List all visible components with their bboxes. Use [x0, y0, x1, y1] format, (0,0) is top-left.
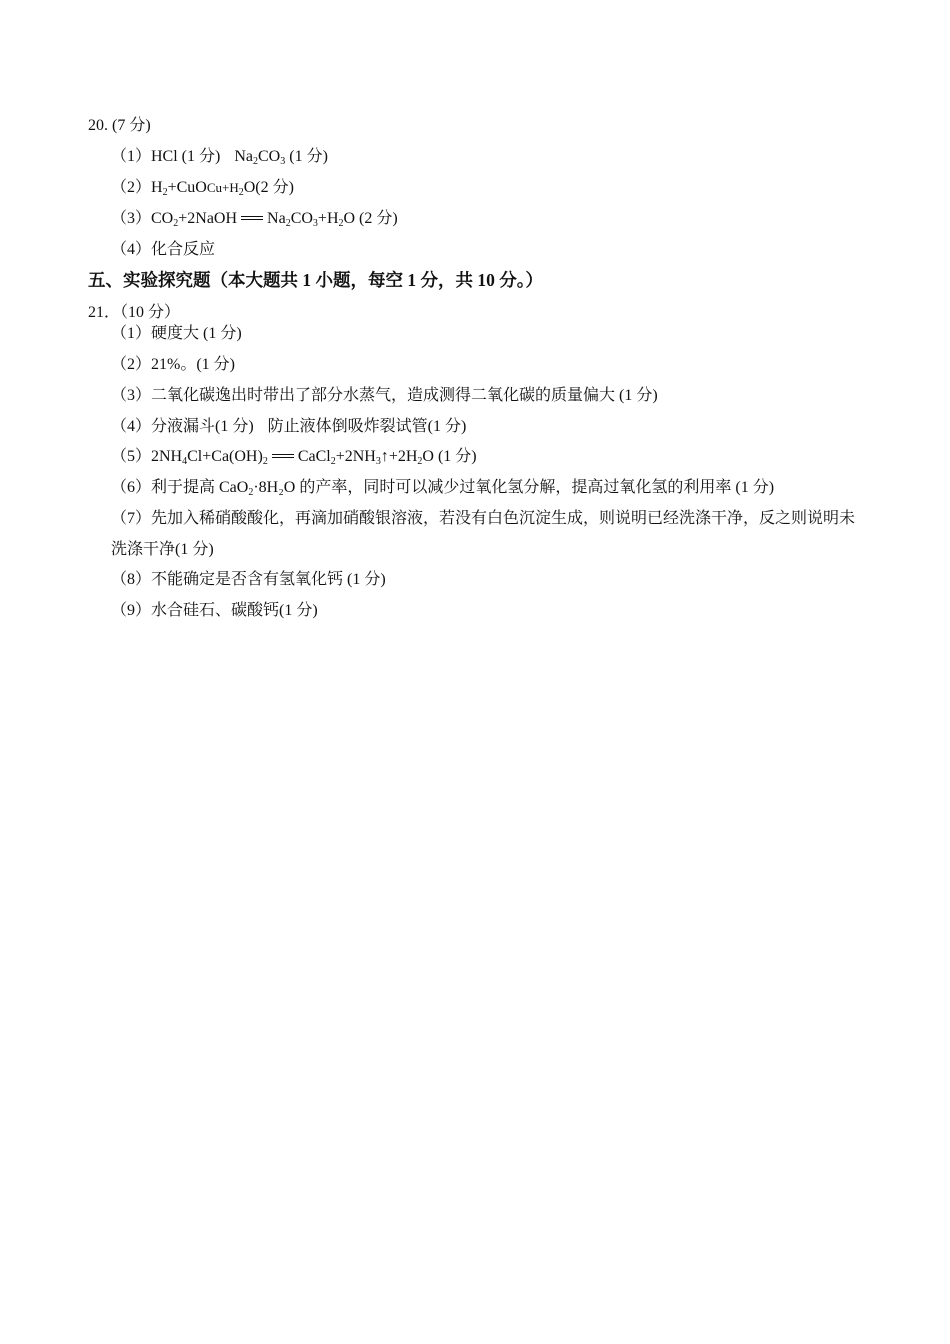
q21-answer-9: （9）水合硅石、碳酸钙(1 分): [111, 602, 318, 619]
q20-answer-3: $(3)CO_2+2NaOH$ $Na_2CO_3+H_2O$ (2 分): [111, 210, 398, 229]
q21-answer-6: （6）利于提高 CaO$_2$·8H₂O 的产率，同时可以减少过氧化氢分解，提高过氧化氢的利用率 (1 分): [111, 479, 775, 498]
q20-title: 20. (7 分): [88, 117, 151, 134]
section-heading: 五、实验探究题（本大题共 1 小题，每空 1 分，共 10 分。）: [88, 270, 543, 290]
q21-answer-1: （1）硬度大 (1 分): [111, 325, 242, 342]
q21-answer-4: （4）分液漏斗(1 分) 防止液体倒吸炸裂试管(1 分): [111, 418, 467, 435]
q20-answer-4: （4）化合反应: [111, 241, 216, 258]
q21-answer-5: $(5)2NH_4Cl+Ca(OH)_2$ $CaCl_2+2NH_3↑+2H_2O$ (1 分): [111, 448, 477, 467]
q21-answer-3: （3）二氧化碳逸出时带出了部分水蒸气，造成测得二氧化碳的质量偏大 (1 分): [111, 387, 658, 404]
q21-answer-7: （7）先加入稀硝酸酸化，再滴加硝酸银溶液，若没有白色沉淀生成，则说明已经洗涤干净，反之则说明未洗涤干净(1 分): [111, 510, 856, 558]
q21-answer-8: （8）不能确定是否含有氢氧化钙 (1 分): [111, 571, 386, 588]
q20-answer-2: $(2)H_2+CuOCu+H_2O(2$ 分): [111, 179, 294, 198]
q21-answer-2: （2）21%。(1 分): [111, 356, 235, 373]
equals-sign: [272, 451, 294, 461]
q20-answer-1: （1）HCl (1 分) $Na_2CO_3$ (1 分): [111, 148, 328, 167]
equals-sign: [241, 213, 263, 223]
q21-title: 21．（10 分）: [88, 304, 181, 321]
